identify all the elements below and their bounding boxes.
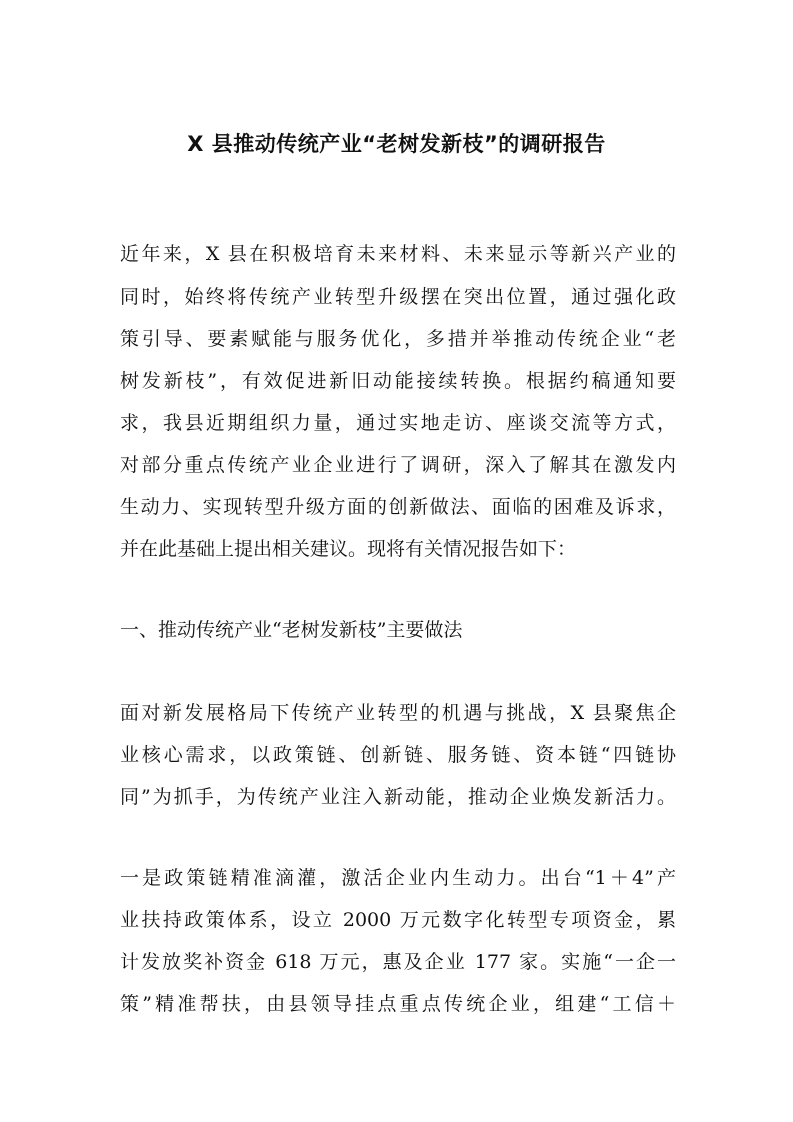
intro-line: 树发新枝”，有效促进新旧动能接续转换。根据约稿通知要 — [120, 370, 676, 392]
intro-line: 对部分重点传统产业企业进行了调研，深入了解其在激发内 — [120, 454, 676, 476]
intro-line: 策引导、要素赋能与服务优化，多措并举推动传统企业“老 — [120, 328, 676, 350]
point1-line: 一是政策链精准滴灌，激活企业内生动力。出台“1＋4”产 — [120, 867, 676, 889]
intro-line: 并在此基础上提出相关建议。现将有关情况报告如下： — [120, 538, 577, 560]
point1-line: 业扶持政策体系，设立 2000 万元数字化转型专项资金，累 — [120, 909, 676, 931]
section-heading: 一、推动传统产业“老树发新枝”主要做法 — [120, 619, 463, 641]
intro-line: 同时，始终将传统产业转型升级摆在突出位置，通过强化政 — [120, 286, 676, 308]
point1-line: 策”精准帮扶，由县领导挂点重点传统企业，组建“工信＋ — [120, 993, 676, 1015]
intro-line: 生动力、实现转型升级方面的创新做法、面临的困难及诉求， — [120, 496, 676, 518]
point1-line: 计发放奖补资金 618 万元，惠及企业 177 家。实施“一企一 — [120, 951, 676, 973]
section1-line: 业核心需求，以政策链、创新链、服务链、资本链“四链协 — [120, 744, 676, 766]
intro-line: 近年来，X 县在积极培育未来材料、未来显示等新兴产业的 — [120, 243, 676, 265]
intro-line: 求，我县近期组织力量，通过实地走访、座谈交流等方式， — [120, 412, 676, 434]
section1-line: 面对新发展格局下传统产业转型的机遇与挑战，X 县聚焦企 — [120, 702, 676, 724]
section1-line: 同”为抓手，为传统产业注入新动能，推动企业焕发新活力。 — [120, 786, 676, 808]
document-title: X 县推动传统产业“老树发新枝”的调研报告 — [187, 132, 606, 156]
